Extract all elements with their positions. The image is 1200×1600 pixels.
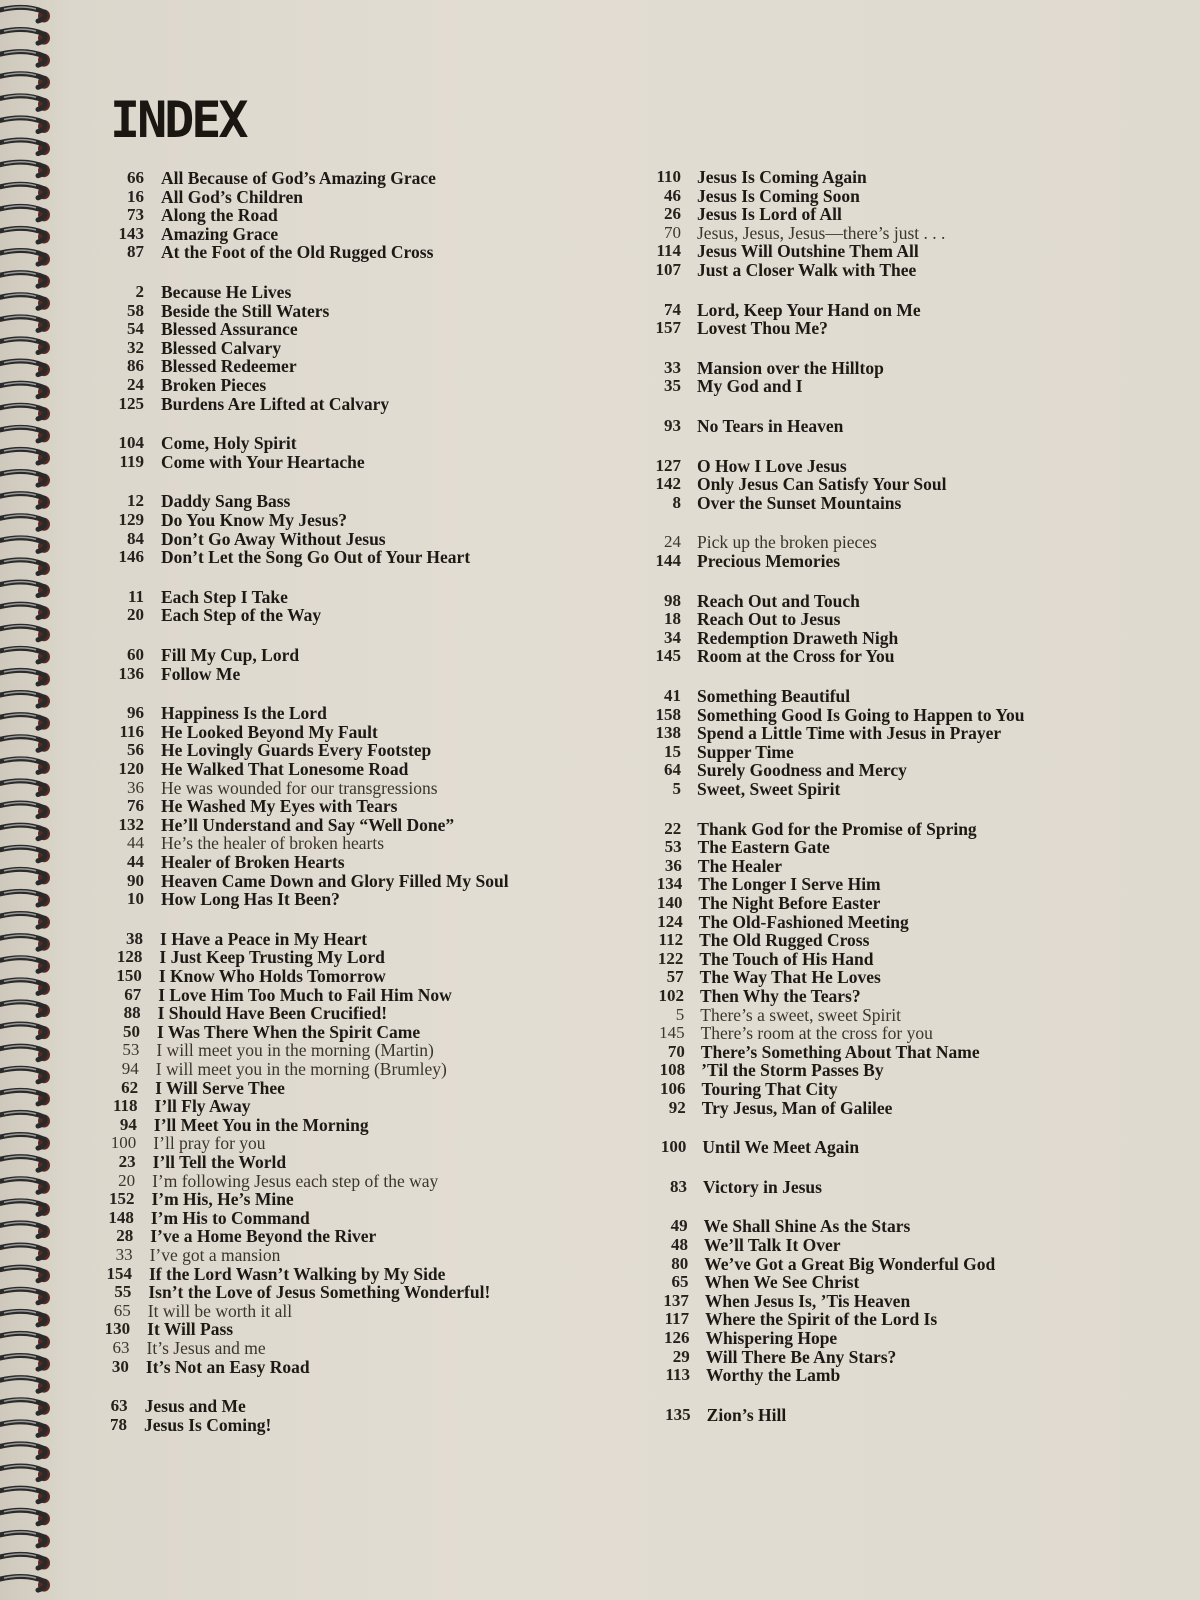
song-title: Jesus, Jesus, Jesus—there’s just . . . [697,222,946,243]
page-number: 92 [668,1097,686,1117]
song-title: Heaven Came Down and Glory Filled My Soul [161,870,509,891]
index-entry [0,416,844,436]
song-title: Lovest Thou Me? [697,318,828,339]
page-number: 116 [119,721,144,741]
song-title: I Have a Peace in My Heart [160,928,368,949]
page-number: 18 [664,609,681,629]
song-title: Daddy Sang Bass [161,491,291,512]
song-title: I’ve got a mansion [149,1245,281,1265]
song-title: Jesus Is Coming Again [697,167,867,187]
page-number: 29 [672,1346,690,1366]
song-title: Mansion over the Hilltop [697,357,884,378]
page-number: 35 [664,376,681,396]
song-title: It will be worth it all [147,1300,293,1321]
song-title: I’ll Fly Away [154,1096,251,1117]
page-number: 98 [664,590,681,610]
song-title: Until We Meet Again [702,1137,860,1158]
page-number: 88 [123,1003,141,1023]
page-number: 53 [122,1040,140,1060]
song-title: Each Step of the Way [161,605,322,626]
song-title: He Lovingly Guards Every Footstep [161,740,432,761]
song-title: My God and I [697,376,803,397]
song-title: It’s Jesus and me [146,1338,266,1358]
page-number: 44 [127,852,144,871]
page-number: 54 [127,319,144,339]
page-number: 65 [113,1300,131,1320]
page-number: 120 [118,759,144,778]
song-title: Healer of Broken Hearts [161,852,345,872]
song-title: The Eastern Gate [697,837,830,858]
index-entry [0,686,851,706]
song-title: We Shall Shine As the Stars [703,1216,911,1237]
song-title: The Old Rugged Cross [699,930,870,951]
page-number: 44 [127,833,144,853]
page-number: 5 [672,779,681,798]
page-number: 83 [670,1176,688,1196]
page-number: 136 [118,663,144,683]
song-title: Will There Be Any Stars? [705,1346,897,1367]
page-number: 33 [115,1245,133,1264]
song-title: Don’t Go Away Without Jesus [161,528,386,549]
page-number: 144 [655,551,681,570]
page-number: 49 [670,1216,688,1236]
song-title: I’ll pray for you [153,1133,266,1154]
page-number: 65 [671,1272,689,1292]
song-title: I Should Have Been Crucified! [157,1003,388,1024]
page-title: INDEX [110,91,246,149]
page-number: 26 [664,204,681,224]
song-title: Jesus Is Coming Soon [697,185,860,206]
page-number: 150 [116,966,142,985]
page-number: 130 [104,1319,131,1339]
song-title: We’ve Got a Great Big Wonderful God [704,1253,996,1274]
index-entry [0,1114,369,1135]
page-number: 127 [655,455,681,475]
song-title: He Looked Beyond My Fault [161,721,378,742]
song-title: Room at the Cross for You [697,646,895,667]
page-number: 57 [666,967,684,987]
page-number: 20 [118,1170,136,1190]
page-number: 86 [127,356,144,376]
song-title: Over the Sunset Mountains [697,492,902,513]
page-number: 50 [122,1021,140,1041]
page-number: 126 [663,1328,690,1347]
song-title: Victory in Jesus [703,1176,822,1197]
song-title: I will meet you in the morning (Brumley) [155,1059,447,1079]
song-title: When Jesus Is, ’Tis Heaven [704,1290,911,1311]
page-number: 36 [127,777,144,797]
page-number: 28 [116,1226,134,1246]
page-number: 63 [110,1396,128,1416]
page-number: 106 [659,1079,686,1098]
song-title: Spend a Little Time with Jesus in Prayer [697,723,1002,744]
song-title: Come with Your Heartache [161,451,365,472]
page-number: 102 [658,986,684,1005]
page-number: 118 [112,1096,138,1116]
index-entry [0,337,282,358]
page-number: 135 [665,1404,691,1424]
page-number: 128 [116,947,143,967]
page-number: 119 [119,451,144,471]
page-number: 114 [656,241,681,261]
index-entry [0,433,297,454]
song-title: Come, Holy Spirit [161,433,297,454]
song-title: Only Jesus Can Satisfy Your Soul [697,474,947,495]
page-number: 30 [111,1356,129,1376]
song-title: Jesus and Me [144,1396,246,1417]
song-title: He Walked That Lonesome Road [161,759,409,779]
song-title: The Healer [697,855,782,876]
page-number: 93 [664,416,681,435]
song-title: Burdens Are Lifted at Calvary [161,393,390,414]
index-entry [0,796,398,817]
song-title: Something Beautiful [697,686,851,706]
song-title: The Old-Fashioned Meeting [698,911,909,932]
song-title: Follow Me [161,663,241,684]
song-title: I Love Him Too Much to Fail Him Now [158,984,452,1005]
page-number: 36 [664,855,682,875]
page-number: 33 [664,357,681,377]
song-title: Then Why the Tears? [699,986,861,1006]
song-title: If the Lord Wasn’t Walking by My Side [149,1263,446,1284]
page-number: 132 [118,814,144,834]
page-number: 2 [135,282,144,301]
page-number: 10 [127,889,144,909]
page-number: 60 [127,645,144,664]
page-number: 22 [664,818,682,838]
page-number: 16 [127,186,144,206]
page-number: 124 [657,911,683,931]
song-title: I’ve a Home Beyond the River [150,1226,377,1247]
page-number: 24 [127,375,144,394]
song-title: All God’s Children [161,186,303,207]
page-number: 145 [659,1023,685,1043]
song-title: Broken Pieces [161,375,267,395]
song-title: The Way That He Loves [699,967,881,988]
song-title: How Long Has It Been? [161,889,340,910]
page-number: 8 [672,492,681,512]
song-title: Whispering Hope [705,1328,838,1348]
spiral-binding [0,0,62,1600]
song-title: It’s Not an Easy Road [145,1356,310,1377]
page-number: 90 [127,870,144,890]
page-number: 104 [118,433,144,453]
song-title: Thank God for the Promise of Spring [697,818,977,839]
song-title: Blessed Assurance [161,319,298,340]
page-number: 70 [667,1041,685,1061]
page-number: 142 [655,474,681,494]
page-number: 125 [118,393,144,413]
song-title: Beside the Still Waters [161,300,330,321]
page-number: 157 [655,318,681,338]
song-title: Do You Know My Jesus? [161,510,348,530]
song-title: Touring That City [701,1079,838,1099]
page-number: 56 [127,740,144,760]
page-number: 11 [127,586,144,606]
song-title: Worthy the Lamb [706,1365,841,1386]
song-title: Along the Road [161,205,278,226]
page-number: 110 [656,167,681,186]
page-number: 24 [664,532,681,552]
song-title: Reach Out to Jesus [697,609,841,630]
index-entry [0,474,947,495]
page-number: 87 [127,242,144,262]
page-number: 152 [108,1189,135,1209]
song-title: The Night Before Easter [698,893,881,913]
page-number: 148 [108,1207,134,1227]
page-number: 94 [121,1059,139,1078]
song-title: Sweet, Sweet Spirit [697,779,841,799]
song-title: O How I Love Jesus [697,455,847,476]
page-number: 5 [675,1004,685,1024]
page-number: 145 [655,646,681,666]
page-number: 158 [655,704,681,724]
song-title: When We See Christ [704,1272,860,1293]
song-title: Each Step I Take [161,586,288,607]
page-number: 76 [127,796,144,816]
song-title: ’Til the Storm Passes By [701,1060,884,1081]
page-number: 122 [657,948,684,968]
song-title: I Just Keep Trusting My Lord [159,947,385,968]
page-number: 70 [664,222,681,242]
page-number: 134 [656,874,683,894]
song-title: I Was There When the Spirit Came [156,1021,421,1042]
song-title: Isn’t the Love of Jesus Something Wonderful! [148,1282,491,1303]
song-title: Supper Time [697,741,794,762]
song-title: Because He Lives [161,282,292,302]
page-number: 100 [660,1137,687,1157]
page-number: 129 [118,510,144,529]
page-number: 64 [664,760,681,780]
song-title: He was wounded for our transgressions [161,777,438,798]
page-number: 74 [664,299,681,319]
song-title: I’m His, He’s Mine [151,1189,294,1210]
page-number: 58 [127,300,144,320]
song-title: He’ll Understand and Say “Well Done” [161,814,455,835]
song-title: He Washed My Eyes with Tears [161,796,398,817]
song-title: At the Foot of the Old Rugged Cross [161,242,434,263]
song-title: Blessed Redeemer [161,356,297,377]
page-number: 41 [664,686,681,705]
page-number: 32 [127,337,144,357]
page-number: 20 [127,605,144,625]
page-number: 137 [663,1290,689,1310]
song-title: No Tears in Heaven [697,416,844,436]
page-number: 34 [664,627,681,647]
song-title: Happiness Is the Lord [161,703,327,724]
page-number: 138 [655,723,681,743]
page-number: 48 [670,1235,688,1254]
page-number: 23 [118,1152,136,1171]
song-title: Surely Goodness and Mercy [697,760,907,781]
song-title: Precious Memories [697,551,841,571]
index-entry [0,911,909,932]
page-number: 38 [126,928,144,948]
song-title: I’ll Meet You in the Morning [153,1114,369,1135]
page-number: 117 [664,1309,690,1329]
song-title: Where the Spirit of the Lord Is [705,1309,938,1330]
song-title: Jesus Is Coming! [144,1414,272,1435]
song-title: Jesus Will Outshine Them All [697,241,919,262]
page-number: 80 [671,1253,689,1273]
page-number: 94 [119,1114,137,1134]
song-title: Blessed Calvary [161,337,282,358]
page-number: 46 [664,185,681,205]
song-title: Pick up the broken pieces [697,532,877,553]
page-number: 140 [656,893,683,912]
song-title: He’s the healer of broken hearts [161,833,385,854]
song-title: Something Good Is Going to Happen to You [697,704,1025,725]
page-number: 12 [127,491,144,511]
song-title: The Longer I Serve Him [698,874,881,895]
page-number: 55 [114,1282,132,1302]
page-number: 107 [655,260,681,279]
song-title: Just a Closer Walk with Thee [697,260,917,280]
index-entry [0,627,899,648]
song-title: All Because of God’s Amazing Grace [161,168,436,188]
song-title: I’m His to Command [150,1207,310,1228]
song-title: We’ll Talk It Over [703,1235,841,1255]
page-number: 112 [658,930,684,950]
song-title: The Touch of His Hand [699,948,874,969]
page-number: 53 [664,837,682,857]
page-number: 15 [664,741,681,761]
index-entry [0,663,241,684]
page-number: 113 [665,1365,691,1385]
page-number: 108 [659,1060,686,1080]
song-title: I will meet you in the morning (Martin) [156,1040,434,1061]
song-title: Amazing Grace [161,223,279,244]
song-title: There’s Something About That Name [700,1041,980,1062]
page-number: 100 [110,1133,137,1153]
page-number: 63 [112,1338,130,1357]
song-title: Jesus Is Lord of All [697,204,842,225]
song-title: Fill My Cup, Lord [161,645,300,665]
page-number: 66 [127,168,144,187]
page-number: 143 [118,223,144,243]
page-number: 62 [121,1077,139,1097]
page-number: 154 [106,1263,132,1283]
page-number: 84 [127,528,144,548]
song-title: I’m following Jesus each step of the way [152,1170,439,1191]
page-number: 96 [127,703,144,723]
index-entry [0,260,917,280]
page-number: 67 [124,984,142,1004]
index-entry [0,510,348,530]
song-title: It Will Pass [147,1319,234,1340]
song-title: Redemption Draweth Nigh [697,627,899,648]
song-title: Don’t Let the Song Go Out of Your Heart [161,547,471,568]
song-title: Try Jesus, Man of Galilee [701,1097,893,1118]
page-number: 78 [110,1414,127,1434]
song-title: I Know Who Holds Tomorrow [158,966,386,986]
page-number: 146 [118,547,144,567]
song-title: There’s room at the cross for you [700,1023,933,1044]
song-title: I’ll Tell the World [152,1152,287,1172]
song-title: There’s a sweet, sweet Spirit [700,1004,901,1025]
index-entry [0,393,390,414]
song-title: Zion’s Hill [706,1404,787,1425]
song-title: I Will Serve Thee [155,1077,285,1098]
song-title: Reach Out and Touch [697,590,860,611]
page-number: 73 [127,205,144,225]
song-title: Lord, Keep Your Hand on Me [697,299,921,320]
